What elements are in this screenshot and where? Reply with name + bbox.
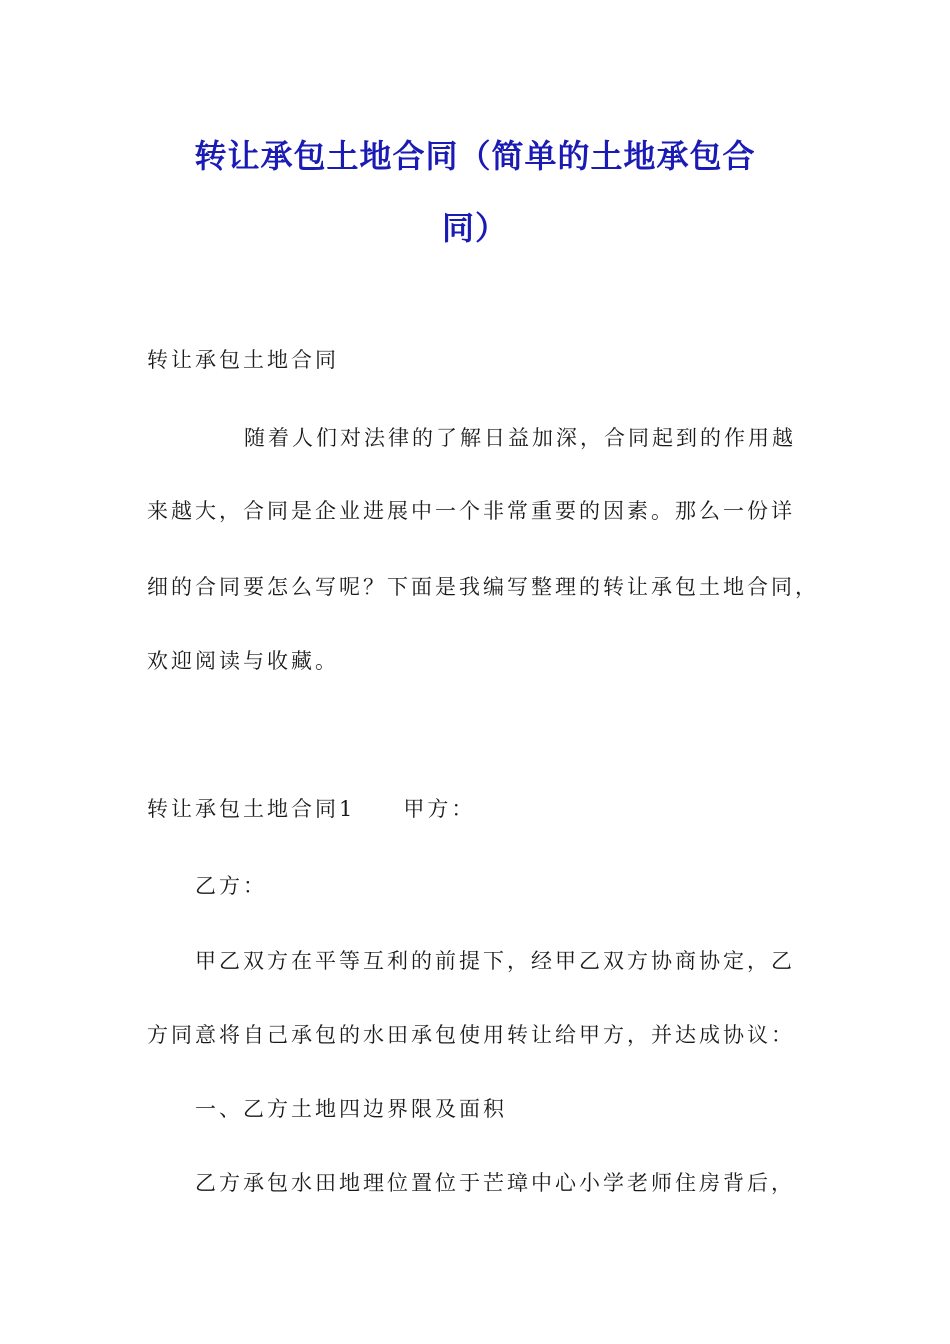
contract-1-label: 转让承包土地合同1 [147,797,356,821]
clause-line-2: 方同意将自己承包的水田承包使用转让给甲方，并达成协议： [147,1023,795,1047]
intro-line-1: 随着人们对法律的了解日益加深，合同起到的作用越 [244,426,796,450]
document-title-line-2: 同） [441,209,508,247]
section-1-text: 乙方承包水田地理位置位于芒璋中心小学老师住房背后， [195,1171,795,1195]
clause-line-1: 甲乙双方在平等互利的前提下，经甲乙双方协商协定，乙 [195,949,795,973]
document-title-line-1: 转让承包土地合同（简单的土地承包合 [194,137,756,175]
party-b-label: 乙方： [195,874,267,898]
intro-line-2: 来越大，合同是企业进展中一个非常重要的因素。那么一份详 [147,499,795,523]
section-1-title: 一、乙方土地四边界限及面积 [195,1097,507,1121]
contract-1-header [147,793,475,823]
section-heading: 转让承包土地合同 [147,348,339,372]
intro-line-4: 欢迎阅读与收藏。 [147,649,339,673]
party-a-label: 甲方： [403,797,476,821]
intro-line-3: 细的合同要怎么写呢？下面是我编写整理的转让承包土地合同， [147,575,819,599]
